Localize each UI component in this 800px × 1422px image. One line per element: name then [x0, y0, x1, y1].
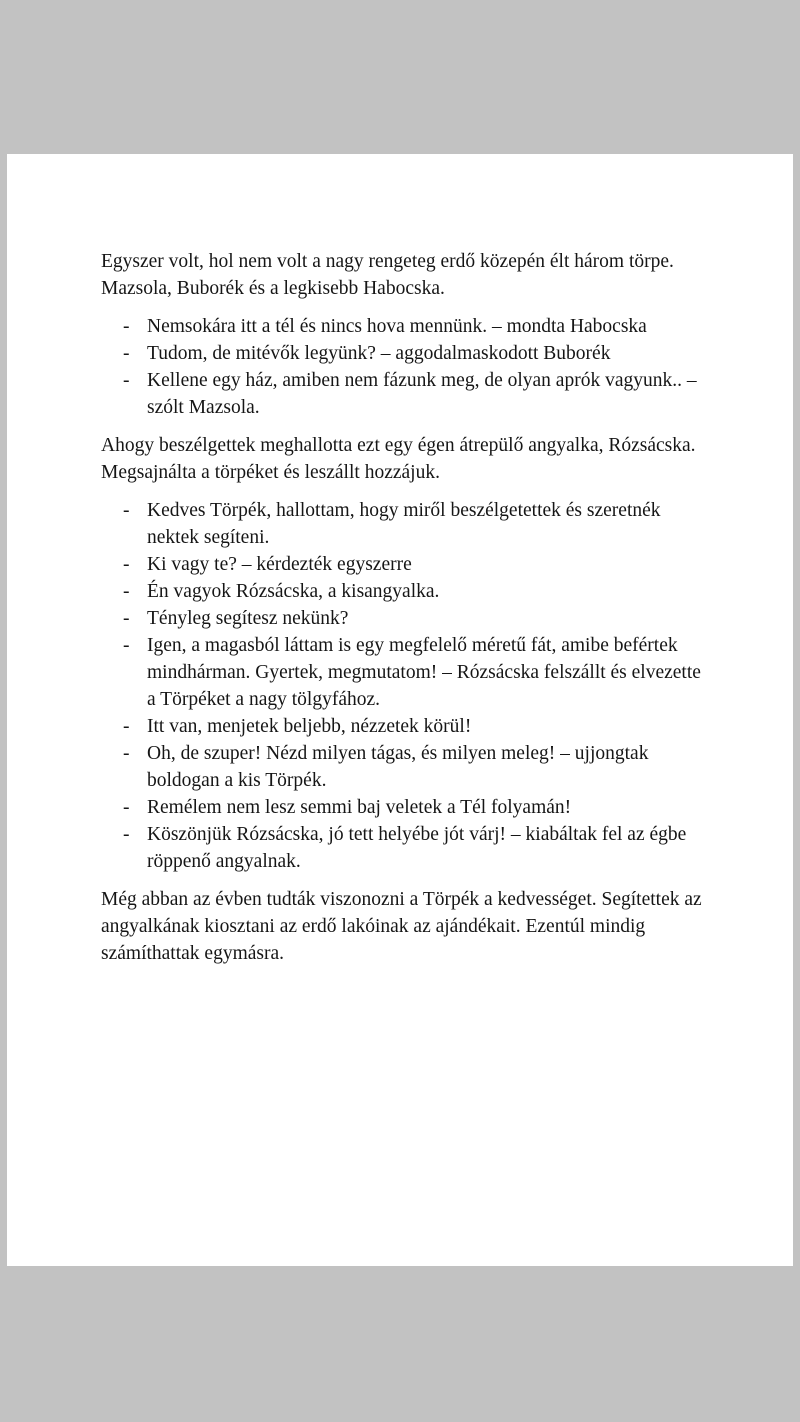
list-item-text: Tényleg segítesz nekünk? — [147, 608, 349, 629]
dialog-list-1 — [101, 313, 711, 421]
list-item-text: Köszönjük Rózsácska, jó tett helyébe jót várj! – kiabáltak fel az égbe röppenő angyalnak. — [147, 824, 687, 872]
bullet-dash: - — [123, 316, 130, 337]
list-item — [101, 367, 711, 421]
list-item-text: Kellene egy ház, amiben nem fázunk meg, de olyan aprók vagyunk.. – szólt Mazsola. — [147, 370, 697, 418]
list-item-text: Remélem nem lesz semmi baj veletek a Tél folyamán! — [147, 797, 572, 818]
document-body — [101, 248, 711, 967]
list-item — [101, 632, 711, 713]
list-item-text: Ki vagy te? – kérdezték egyszerre — [147, 554, 412, 575]
bullet-dash: - — [123, 554, 130, 575]
list-item-text: Oh, de szuper! Nézd milyen tágas, és milyen meleg! – ujjongtak boldogan a kis Törpék. — [147, 743, 649, 791]
bullet-dash: - — [123, 635, 130, 656]
list-item-text: Tudom, de mitévők legyünk? – aggodalmaskodott Buborék — [147, 343, 611, 364]
list-item — [101, 605, 711, 632]
bullet-dash: - — [123, 824, 130, 845]
list-item — [101, 340, 711, 367]
dialog-list-2 — [101, 497, 711, 875]
intro-paragraph: Egyszer volt, hol nem volt a nagy rengeteg erdő közepén élt három törpe. Mazsola, Buborék és a legkisebb Habocska. — [101, 251, 674, 299]
list-item — [101, 713, 711, 740]
list-item — [101, 821, 711, 875]
bullet-dash: - — [123, 370, 130, 391]
bullet-dash: - — [123, 608, 130, 629]
list-item-text: Igen, a magasból láttam is egy megfelelő méretű fát, amibe befértek mindhárman. Gyertek, megmutatom! – Rózsácska felszállt és elvezette a Törpéket a nagy tölgyfához. — [147, 635, 701, 710]
list-item — [101, 578, 711, 605]
list-item-text: Itt van, menjetek beljebb, nézzetek körül! — [147, 716, 472, 737]
list-item — [101, 551, 711, 578]
bullet-dash: - — [123, 500, 130, 521]
document-page — [7, 154, 793, 1266]
list-item-text: Én vagyok Rózsácska, a kisangyalka. — [147, 581, 440, 602]
middle-paragraph: Ahogy beszélgettek meghallotta ezt egy égen átrepülő angyalka, Rózsácska. Megsajnálta a törpéket és leszállt hozzájuk. — [101, 435, 696, 483]
bullet-dash: - — [123, 797, 130, 818]
ending-paragraph: Még abban az évben tudták viszonozni a Törpék a kedvességet. Segítettek az angyalkának kiosztani az erdő lakóinak az ajándékait. Ezentúl mindig számíthattak egymásra. — [101, 889, 702, 964]
list-item — [101, 313, 711, 340]
bullet-dash: - — [123, 581, 130, 602]
list-item — [101, 794, 711, 821]
bullet-dash: - — [123, 743, 130, 764]
list-item-text: Nemsokára itt a tél és nincs hova mennünk. – mondta Habocska — [147, 316, 647, 337]
list-item — [101, 497, 711, 551]
list-item-text: Kedves Törpék, hallottam, hogy miről beszélgetettek és szeretnék nektek segíteni. — [147, 500, 661, 548]
bullet-dash: - — [123, 716, 130, 737]
list-item — [101, 740, 711, 794]
bullet-dash: - — [123, 343, 130, 364]
